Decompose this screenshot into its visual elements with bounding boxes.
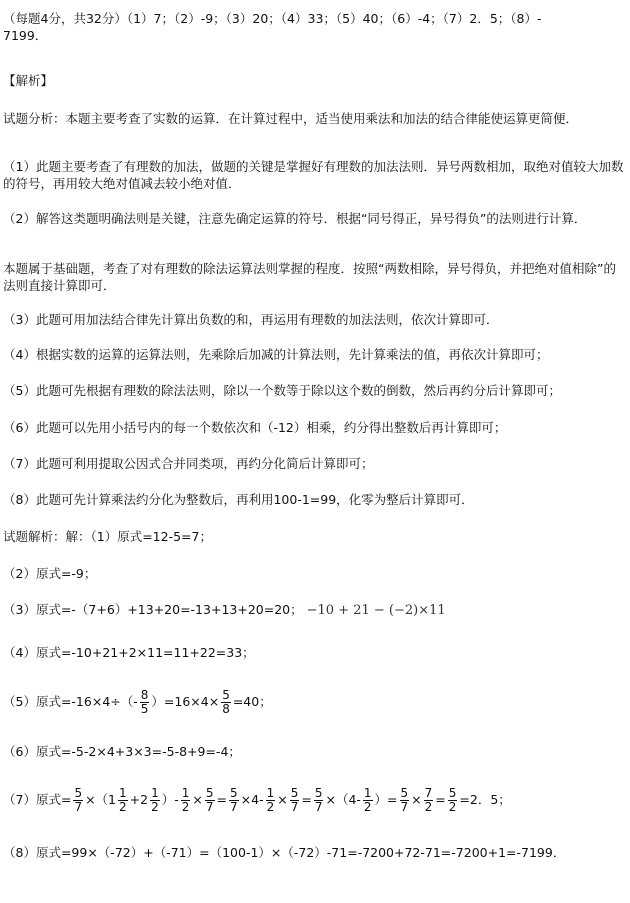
analysis-intro: 试题分析：本题主要考查了实数的运算．在计算过程中，适当使用乘法和加法的结合律能使运算更简便． xyxy=(3,111,579,126)
s7-frac-i xyxy=(314,787,324,814)
solution-6: （6）原式=-5-2×4+3×3=-5-8+9=-4； xyxy=(3,744,241,759)
s7-t11: × xyxy=(411,792,422,807)
s7-c-num: 1 xyxy=(151,786,159,800)
s7-h-den: 7 xyxy=(290,800,299,814)
s7-c-den: 2 xyxy=(151,800,159,814)
s7-h-num: 5 xyxy=(290,786,299,800)
s7-frac-l xyxy=(424,787,434,814)
analysis-p8: （8）此题可先计算乘法约分化为整数后，再利用100-1=99，化零为整后计算即可． xyxy=(3,492,474,507)
s7-frac-e xyxy=(205,787,215,814)
s7-t8: = xyxy=(301,792,312,807)
analysis-p2: （2）解答这类题明确法则是关键，注意先确定运算的符号．根据“同号得正，异号得负”的法则进行计算． xyxy=(3,211,587,226)
analysis-p7: （7）此题可利用提取公因式合并同类项，再约分化简后计算即可； xyxy=(3,456,374,471)
s7-t2: +2 xyxy=(129,792,149,807)
s7-frac-d xyxy=(181,787,191,814)
s7-f-den: 7 xyxy=(230,800,238,814)
s7-frac-b xyxy=(118,787,128,814)
s7-i-num: 5 xyxy=(314,786,323,800)
s7-m-num: 5 xyxy=(448,786,457,800)
s7-l-den: 2 xyxy=(424,800,433,814)
s7-e-num: 5 xyxy=(205,786,214,800)
s7-prefix: （7）原式= xyxy=(3,792,72,807)
s7-e-den: 7 xyxy=(205,800,214,814)
s5-suffix: =40； xyxy=(232,694,272,709)
s5-prefix: （5）原式=-16×4÷（- xyxy=(3,694,138,709)
s7-a-den: 7 xyxy=(74,800,83,814)
analysis-p6: （6）此题可以先用小括号内的每一个数依次和（-12）相乘，约分得出整数后再计算即可； xyxy=(3,420,507,435)
analysis-p3: （3）此题可用加法结合律先计算出负数的和，再运用有理数的加法法则，依次计算即可． xyxy=(3,312,499,327)
analysis-heading: 【解析】 xyxy=(3,73,54,88)
s7-frac-k xyxy=(400,787,410,814)
analysis-p2b: 本题属于基础题，考查了对有理数的除法运算法则掌握的程度．按照“两数相除，异号得负，并把绝对值相除”的法则直接计算即可． xyxy=(3,261,616,293)
s5-mid: ）=16×4× xyxy=(151,694,220,709)
s7-t12: = xyxy=(435,792,446,807)
s7-frac-h xyxy=(290,787,300,814)
s7-j-den: 2 xyxy=(363,800,372,814)
answer-line-1: （每题4分，共32分）（1）7；（2）-9；（3）20；（4）33；（5）40；（6）-4；（7）2．5；（8）- xyxy=(3,11,542,26)
solution-1: 试题解析：解：（1）原式=12-5=7； xyxy=(3,529,212,544)
s7-t5: = xyxy=(216,792,227,807)
s7-t9: ×（4- xyxy=(325,792,361,807)
s7-b-den: 2 xyxy=(119,800,127,814)
s7-t7: × xyxy=(277,792,288,807)
solution-8: （8）原式=99×（-72）+（-71）=（100-1）×（-72）-71=-7200+72-71=-7200+1=-7199． xyxy=(3,845,566,860)
s5-f2-num: 5 xyxy=(222,688,230,702)
solution-4: （4）原式=-10+21+2×11=11+22=33； xyxy=(3,645,255,660)
s7-frac-c xyxy=(150,787,160,814)
solution-3-text: （3）原式=-（7+6）+13+20=-13+13+20=20； xyxy=(3,602,303,617)
s7-t3: ）- xyxy=(161,792,179,807)
s7-t13: =2．5； xyxy=(459,792,511,807)
s7-i-den: 7 xyxy=(314,800,323,814)
s7-d-den: 2 xyxy=(181,800,190,814)
s7-t6: ×4- xyxy=(240,792,264,807)
s7-b-num: 1 xyxy=(119,786,127,800)
s7-k-den: 7 xyxy=(400,800,409,814)
s7-a-num: 5 xyxy=(74,786,83,800)
solution-7 xyxy=(3,780,625,820)
solution-5 xyxy=(3,682,625,722)
s7-frac-a xyxy=(73,787,83,814)
s7-g-den: 2 xyxy=(266,800,275,814)
s7-l-num: 7 xyxy=(424,786,433,800)
s5-f2-den: 8 xyxy=(222,702,230,716)
s7-g-num: 1 xyxy=(266,786,275,800)
s5-f1-num: 8 xyxy=(140,688,149,702)
s7-frac-f xyxy=(229,787,239,814)
s5-fraction-2 xyxy=(221,689,231,716)
analysis-p5: （5）此题可先根据有理数的除法法则，除以一个数等于除以这个数的倒数，然后再约分后计算即可； xyxy=(3,383,561,398)
s7-j-num: 1 xyxy=(363,786,372,800)
s7-f-num: 5 xyxy=(230,786,238,800)
s7-t4: × xyxy=(192,792,203,807)
s7-m-den: 2 xyxy=(448,800,457,814)
analysis-p4: （4）根据实数的运算的运算法则，先乘除后加减的计算法则，先计算乘法的值，再依次计算即可； xyxy=(3,347,549,362)
answer-line-2: 7199． xyxy=(3,28,48,43)
s5-f1-den: 5 xyxy=(140,702,149,716)
s7-frac-j xyxy=(363,787,373,814)
s7-t10: ）= xyxy=(374,792,398,807)
s7-frac-g xyxy=(266,787,276,814)
s7-t1: ×（1 xyxy=(85,792,117,807)
s7-frac-m xyxy=(448,787,458,814)
s5-fraction-1 xyxy=(140,689,150,716)
solution-3-math: −10 + 21 − (−2)×11 xyxy=(306,603,446,618)
analysis-p1: （1）此题主要考查了有理数的加法，做题的关键是掌握好有理数的加法法则．异号两数相加，取绝对值较大加数的符号，再用较大绝对值减去较小绝对值． xyxy=(3,159,624,191)
s7-d-num: 1 xyxy=(181,786,190,800)
s7-k-num: 5 xyxy=(400,786,409,800)
solution-3 xyxy=(3,601,625,619)
solution-2: （2）原式=-9； xyxy=(3,566,97,581)
